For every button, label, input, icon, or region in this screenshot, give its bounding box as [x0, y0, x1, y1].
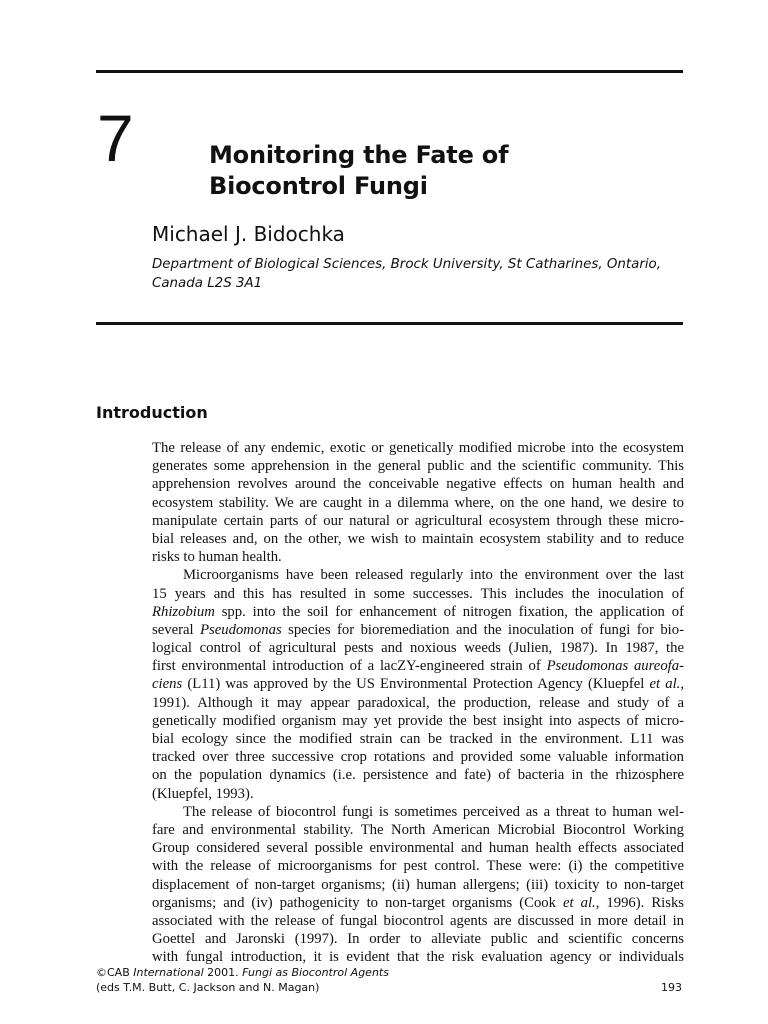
body-line: (Kluepfel, 1993).	[152, 785, 254, 802]
body-line: associated with the release of fungal biocontrol agents are discussed in more detail in	[152, 912, 684, 929]
body-line: several Pseudomonas species for bioremediation and the inoculation of fungi for bio-	[152, 621, 684, 638]
copyright-notice	[96, 965, 389, 995]
body-line: ciens (L11) was approved by the US Environmental Protection Agency (Kluepfel et al.,	[152, 676, 684, 693]
body-line: generates some apprehension in the general public and the scientific community. This	[152, 458, 684, 475]
chapter-number: 7	[97, 101, 134, 175]
chapter-title	[209, 140, 508, 202]
body-line: 15 years and this has resulted in some successes. This includes the inoculation of	[152, 585, 684, 602]
book-editors: (eds T.M. Butt, C. Jackson and N. Magan)	[96, 981, 320, 994]
copyright-year: 2001.	[203, 966, 243, 979]
bottom-rule	[96, 322, 683, 325]
affiliation-line: Canada L2S 3A1	[152, 276, 263, 291]
chapter-title-line: Biocontrol Fungi	[209, 172, 428, 200]
body-line: with the release of microorganisms for pest control. These were: (i) the competitive	[152, 858, 684, 875]
body-line: The release of any endemic, exotic or genetically modified microbe into the ecosystem	[152, 440, 684, 456]
body-line: 1991). Although it may appear paradoxical, the production, release and study of a	[152, 694, 684, 711]
body-line: Rhizobium spp. into the soil for enhancement of nitrogen fixation, the application of	[152, 603, 684, 620]
body-line: Microorganisms have been released regularly into the environment over the last	[183, 567, 684, 584]
section-heading: Introduction	[96, 403, 208, 422]
body-line: manipulate certain parts of our natural or agricultural ecosystem through these micro-	[152, 512, 684, 529]
author-affiliation	[152, 255, 684, 293]
body-line: logical control of agricultural pests and noxious weeds (Julien, 1987). In 1987, the	[152, 640, 684, 657]
body-line: genetically modified organism may yet provide the best insight into aspects of micro-	[152, 712, 684, 729]
body-line: tracked over three successive crop rotations and provided some valuable information	[152, 749, 684, 766]
page-number: 193	[661, 981, 682, 994]
body-line: Group considered several possible environmental and human health effects associated	[152, 840, 684, 857]
body-line: Goettel and Jaronski (1997). In order to alleviate public and scientific concerns	[152, 931, 684, 948]
body-line: organisms; and (iv) pathogenicity to non-target organisms (Cook et al., 1996). Risks	[152, 894, 685, 911]
body-text	[152, 439, 684, 966]
copyright-line	[96, 965, 389, 980]
body-line: first environmental introduction of a lacZY-engineered strain of Pseudomonas aureofa-	[152, 658, 684, 675]
body-line: The release of biocontrol fungi is sometimes perceived as a threat to human wel-	[183, 803, 684, 820]
copyright-prefix: ©CAB	[96, 966, 134, 979]
body-line: bial ecology since the modified strain can be tracked in the environment. L11 was	[152, 731, 684, 747]
body-line: apprehension revolves around the conceivable negative effects on human health and	[152, 476, 684, 493]
book-title: Fungi as Biocontrol Agents	[242, 966, 389, 979]
author-name: Michael J. Bidochka	[152, 222, 345, 246]
body-line: on the population dynamics (i.e. persistence and fate) of bacteria in the rhizosphere	[152, 767, 684, 784]
affiliation-line: Department of Biological Sciences, Brock University, St Catharines, Ontario,	[152, 257, 662, 272]
copyright-italic: International	[133, 966, 204, 979]
body-line: ecosystem stability. We are caught in a dilemma where, on the one hand, we desire to	[152, 494, 684, 511]
body-line: risks to human health.	[152, 549, 282, 566]
body-line: displacement of non-target organisms; (ii) human allergens; (iii) toxicity to non-target	[152, 876, 684, 893]
body-line: with fungal introduction, it is evident that the risk evaluation agency or individuals	[152, 949, 684, 966]
chapter-title-line: Monitoring the Fate of	[209, 141, 509, 169]
body-line: fare and environmental stability. The North American Microbial Biocontrol Working	[152, 821, 684, 838]
body-line: bial releases and, on the other, we wish to maintain ecosystem stability and to reduce	[152, 530, 684, 547]
top-rule	[96, 70, 683, 73]
